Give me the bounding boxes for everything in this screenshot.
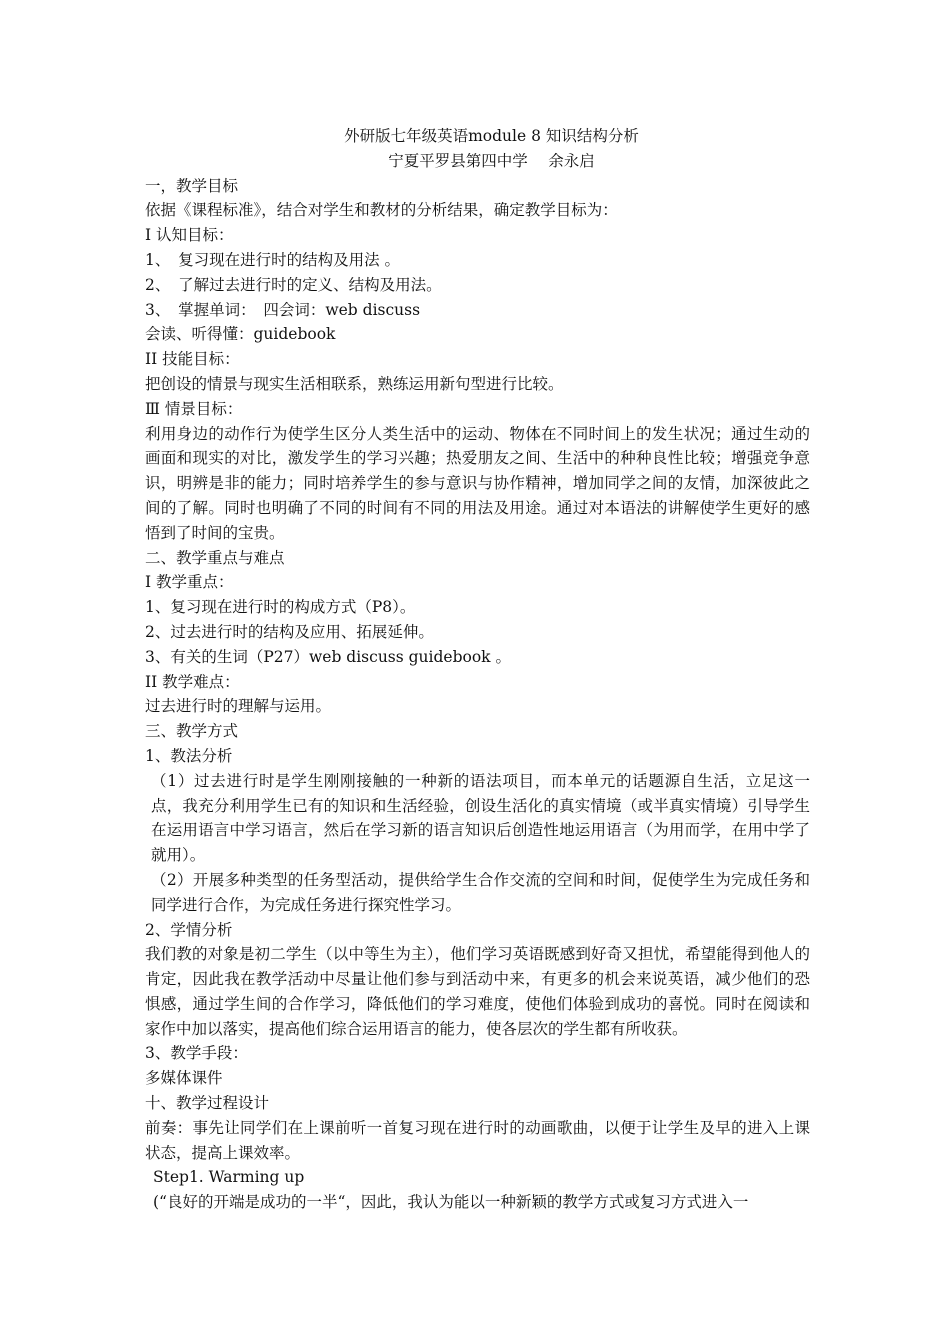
cognitive-goals-heading: I 认知目标：	[145, 226, 234, 245]
document-title: 外研版七年级英语module 8 知识结构分析	[344, 127, 639, 145]
document-page	[145, 124, 810, 1215]
document-subtitle: 宁夏平罗县第四中学 余永启	[388, 151, 595, 170]
section-heading-goals: 一，教学目标	[145, 176, 239, 195]
section-heading-key-points: 二、教学重点与难点	[145, 548, 285, 567]
key-point-1: 1、复习现在进行时的构成方式（P8）。	[145, 598, 416, 617]
section-heading-methods: 三、教学方式	[145, 722, 239, 741]
key-point-3: 3、有关的生词（P27）web discuss guidebook 。	[145, 647, 511, 666]
step-1-text: (“良好的开端是成功的一半“，因此，我认为能以一种新颖的教学方式或复习方式进入一	[153, 1193, 749, 1212]
skill-goals-heading: II 技能目标：	[145, 350, 240, 369]
emotion-goals-heading: Ⅲ 情景目标：	[145, 399, 243, 418]
difficult-points-heading: II 教学难点：	[145, 672, 240, 691]
learner-analysis-heading: 2、学情分析	[145, 920, 233, 939]
teaching-tools-heading: 3、教学手段：	[145, 1044, 248, 1063]
cognitive-goal-3-note: 会读、听得懂：guidebook	[145, 325, 336, 344]
step-1-heading: Step1. Warming up	[153, 1168, 305, 1187]
learner-analysis-paragraph: 我们教的对象是初二学生（以中等生为主），他们学习英语既感到好奇又担忧，希望能得到他人的肯定，因此我在教学活动中尽量让他们参与到活动中来，有更多的机会来说英语，减少他们的恐惧感，通过学生间的合作学习，降低他们的学习难度，使他们体验到成功的喜悦。同时在阅读和家作中加以落实，提高他们综合运用语言的能力，使各层次的学生都有所收获。	[145, 945, 810, 1038]
emotion-goals-paragraph: 利用身边的动作行为使学生区分人类生活中的运动、物体在不同时间上的发生状况；通过生动的画面和现实的对比，激发学生的学习兴趣；热爱朋友之间、生活中的种种良性比较；增强竞争意识，明辨是非的能力；同时培养学生的参与意识与协作精神，增加同学之间的友情，加深彼此之间的了解。同时也明确了不同的时间有不同的用法及用途。通过对本语法的讲解使学生更好的感悟到了时间的宝贵。	[145, 424, 810, 542]
teaching-method-heading: 1、教法分析	[145, 746, 233, 765]
teaching-tools-text: 多媒体课件	[145, 1069, 223, 1088]
key-points-heading: I 教学重点：	[145, 573, 234, 592]
goals-intro: 依据《课程标准》，结合对学生和教材的分析结果，确定教学目标为：	[145, 201, 618, 220]
cognitive-goal-1: 1、 复习现在进行时的结构及用法 。	[145, 250, 401, 269]
section-heading-process: 十、教学过程设计	[145, 1094, 270, 1113]
teaching-method-paragraph-2: （2）开展多种类型的任务型活动，提供给学生合作交流的空间和时间，促使学生为完成任务和同学进行合作，为完成任务进行探究性学习。	[151, 870, 810, 914]
skill-goals-text: 把创设的情景与现实生活相联系，熟练运用新句型进行比较。	[145, 374, 564, 393]
teaching-method-paragraph-1: （1）过去进行时是学生刚刚接触的一种新的语法项目，而本单元的话题源自生活，立足这一点，我充分利用学生已有的知识和生活经验，创设生活化的真实情境（或半真实情境）引导学生在运用语言中学习语言，然后在学习新的语言知识后创造性地运用语言（为用而学，在用中学了就用）。	[151, 771, 810, 865]
key-point-2: 2、过去进行时的结构及应用、拓展延伸。	[145, 622, 434, 641]
cognitive-goal-2: 2、 了解过去进行时的定义、结构及用法。	[145, 275, 442, 294]
difficult-point-text: 过去进行时的理解与运用。	[145, 697, 332, 716]
prelude-paragraph: 前奏：事先让同学们在上课前听一首复习现在进行时的动画歌曲，以便于让学生及早的进入上课状态，提高上课效率。	[145, 1118, 810, 1162]
cognitive-goal-3: 3、 掌握单词： 四会词：web discuss	[145, 300, 421, 319]
